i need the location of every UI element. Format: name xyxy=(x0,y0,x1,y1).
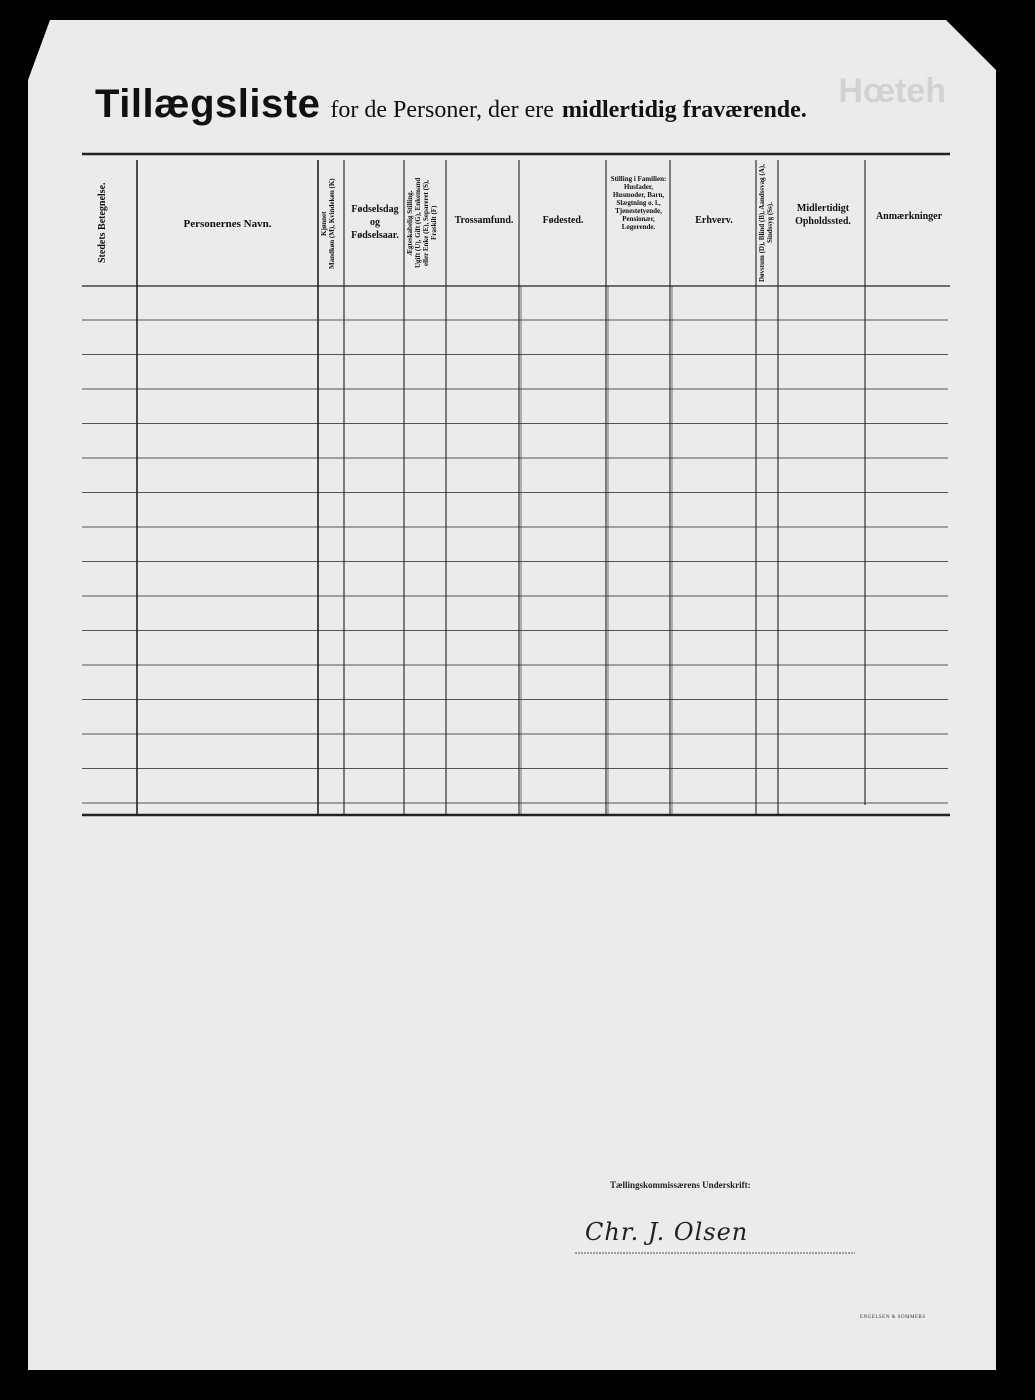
printer-mark: ENGELSEN & SOMMERS xyxy=(860,1315,926,1320)
bleed-through-text: Hœteh xyxy=(838,72,946,110)
title-bold: midlertidig fraværende. xyxy=(561,97,807,123)
header-midlertidigt-opholdssted: Midlertidigt Opholdssted. xyxy=(795,203,851,227)
header-kjonnet: Kjønnet Mandkøn (M), Kvindekøn (K) xyxy=(320,178,336,270)
header-personernes-navn: Personernes Navn. xyxy=(183,218,272,230)
signature-label: Tællingskommissærens Underskrift: xyxy=(610,1180,751,1190)
header-trossamfund: Trossamfund. xyxy=(454,215,514,226)
header-fodested: Fødested. xyxy=(542,215,584,226)
header-fodselsdag: Fødselsdag og Fødselsaar. xyxy=(351,204,399,241)
title-middle: for de Personer, der ere xyxy=(330,97,554,123)
header-anmaerkninger: Anmærkninger xyxy=(875,211,943,222)
header-erhverv: Erhverv. xyxy=(695,215,733,226)
header-aegteskabelig-stilling: Ægteskabelig Stilling. Ugift (U), Gift (G), Enkemand eller Enke (E), Separeret (S), Fraskilt (F) xyxy=(406,177,438,269)
header-stedets-betegnelse: Stedets Betegnelse. xyxy=(97,182,108,264)
header-stilling-i-familien: Stilling i Familien: Husfader, Husmoder, Barn, Slægtning o. l., Tjenestetyende, Pensionær, Logerende. xyxy=(610,175,667,231)
header-dovstum-blind: Døvstum (D), Blind (B), Aandssvag (A), Sindssyg (Ss). xyxy=(758,164,774,282)
signature: Chr. J. Olsen xyxy=(585,1218,749,1246)
title-main: Tillægsliste xyxy=(95,82,321,126)
